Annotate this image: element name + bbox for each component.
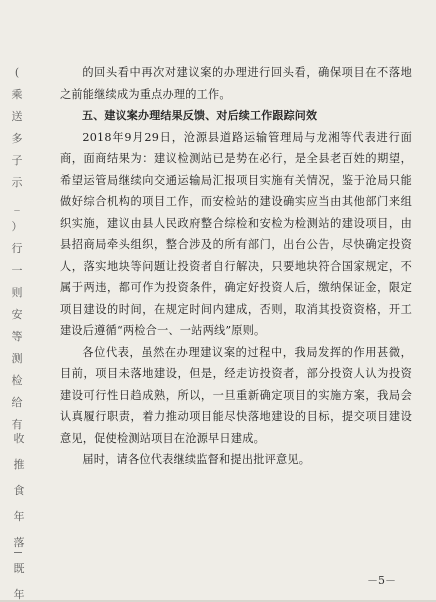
section-heading: 五、建议案办理结果反馈、对后续工作跟踪问效 <box>82 109 318 122</box>
margin-char: 送 <box>11 110 23 123</box>
margin-char: ） <box>11 220 23 233</box>
margin-char: ( <box>14 66 20 79</box>
margin-char: 多 <box>11 132 23 145</box>
margin-char: 测 <box>11 352 23 365</box>
margin-char: 食 <box>13 484 25 497</box>
paragraph-consultation-result: 2018年9月29日，沧源县道路运输管理局与龙湘等代表进行面商，面商结果为：建议检测站已是势在必行，是全县老百姓的期望，希望运管局继续向交通运输局汇报项目实施有关情况，鉴于沧局只能做好综合机构的项目工作，而安检站的建设确实应当由其他部门来组织实施，建议由县人民政府整合综检和安检为检测站的建设项目，由县招商局牵头组织，整合涉及的所有部门，出台公告，尽快确定投资人，落实地块等问题让投资者自行解决，只要地块符合国家规定，不属于两违，都可作为投资条件，确定好投资人后，缴纳保证金，限定项目建设的时间，在规定时间内建成，否则，取消其投资资格，开工建设后遵循“两检合一、一站两线”原则。 <box>60 130 412 337</box>
margin-char: 安 <box>11 308 23 321</box>
margin-char: 行 <box>11 242 23 255</box>
margin-char: _ <box>14 198 20 211</box>
margin-bleed-through-top <box>4 66 30 431</box>
margin-char: 推 <box>13 458 25 471</box>
margin-char: 示 <box>11 176 23 189</box>
margin-char: 乘 <box>11 88 23 101</box>
margin-char: 子 <box>11 154 23 167</box>
margin-bleed-through-bottom <box>8 430 30 602</box>
paragraph-continuation: 的回头看中再次对建议案的办理进行回头看，确保项目在不落地之前能继续成为重点办理的工作。 <box>60 66 412 101</box>
document-body <box>60 62 412 471</box>
margin-char: 检 <box>11 374 23 387</box>
margin-char: 则 <box>11 286 23 299</box>
margin-char: 等 <box>11 330 23 343</box>
margin-char: 落 <box>13 536 25 549</box>
margin-char: 年 <box>13 510 25 523</box>
paragraph-closing: 届时，请各位代表继续监督和提出批评意见。 <box>82 453 311 466</box>
margin-char: 给 <box>11 396 23 409</box>
margin-char: 一 <box>11 264 23 277</box>
margin-char: 收 <box>13 432 25 445</box>
margin-char: 年 <box>13 588 25 601</box>
page-number: －5－ <box>367 574 396 587</box>
paragraph-representatives: 各位代表，虽然在办理建议案的过程中，我局发挥的作用甚微，目前，项目未落地建设，但是，经走访投资者，部分投资人认为投资建设可行性日趋成熟，所以，一旦重新确定项目的实施方案，我局会认真履行职责，着力推动项目能尽快落地建设的目标，提交项目建设意见，促使检测站项目在沧源早日建成。 <box>60 345 412 445</box>
margin-dash <box>14 552 22 553</box>
margin-char: 既 <box>13 562 25 575</box>
margin-char: 有 <box>11 418 23 431</box>
